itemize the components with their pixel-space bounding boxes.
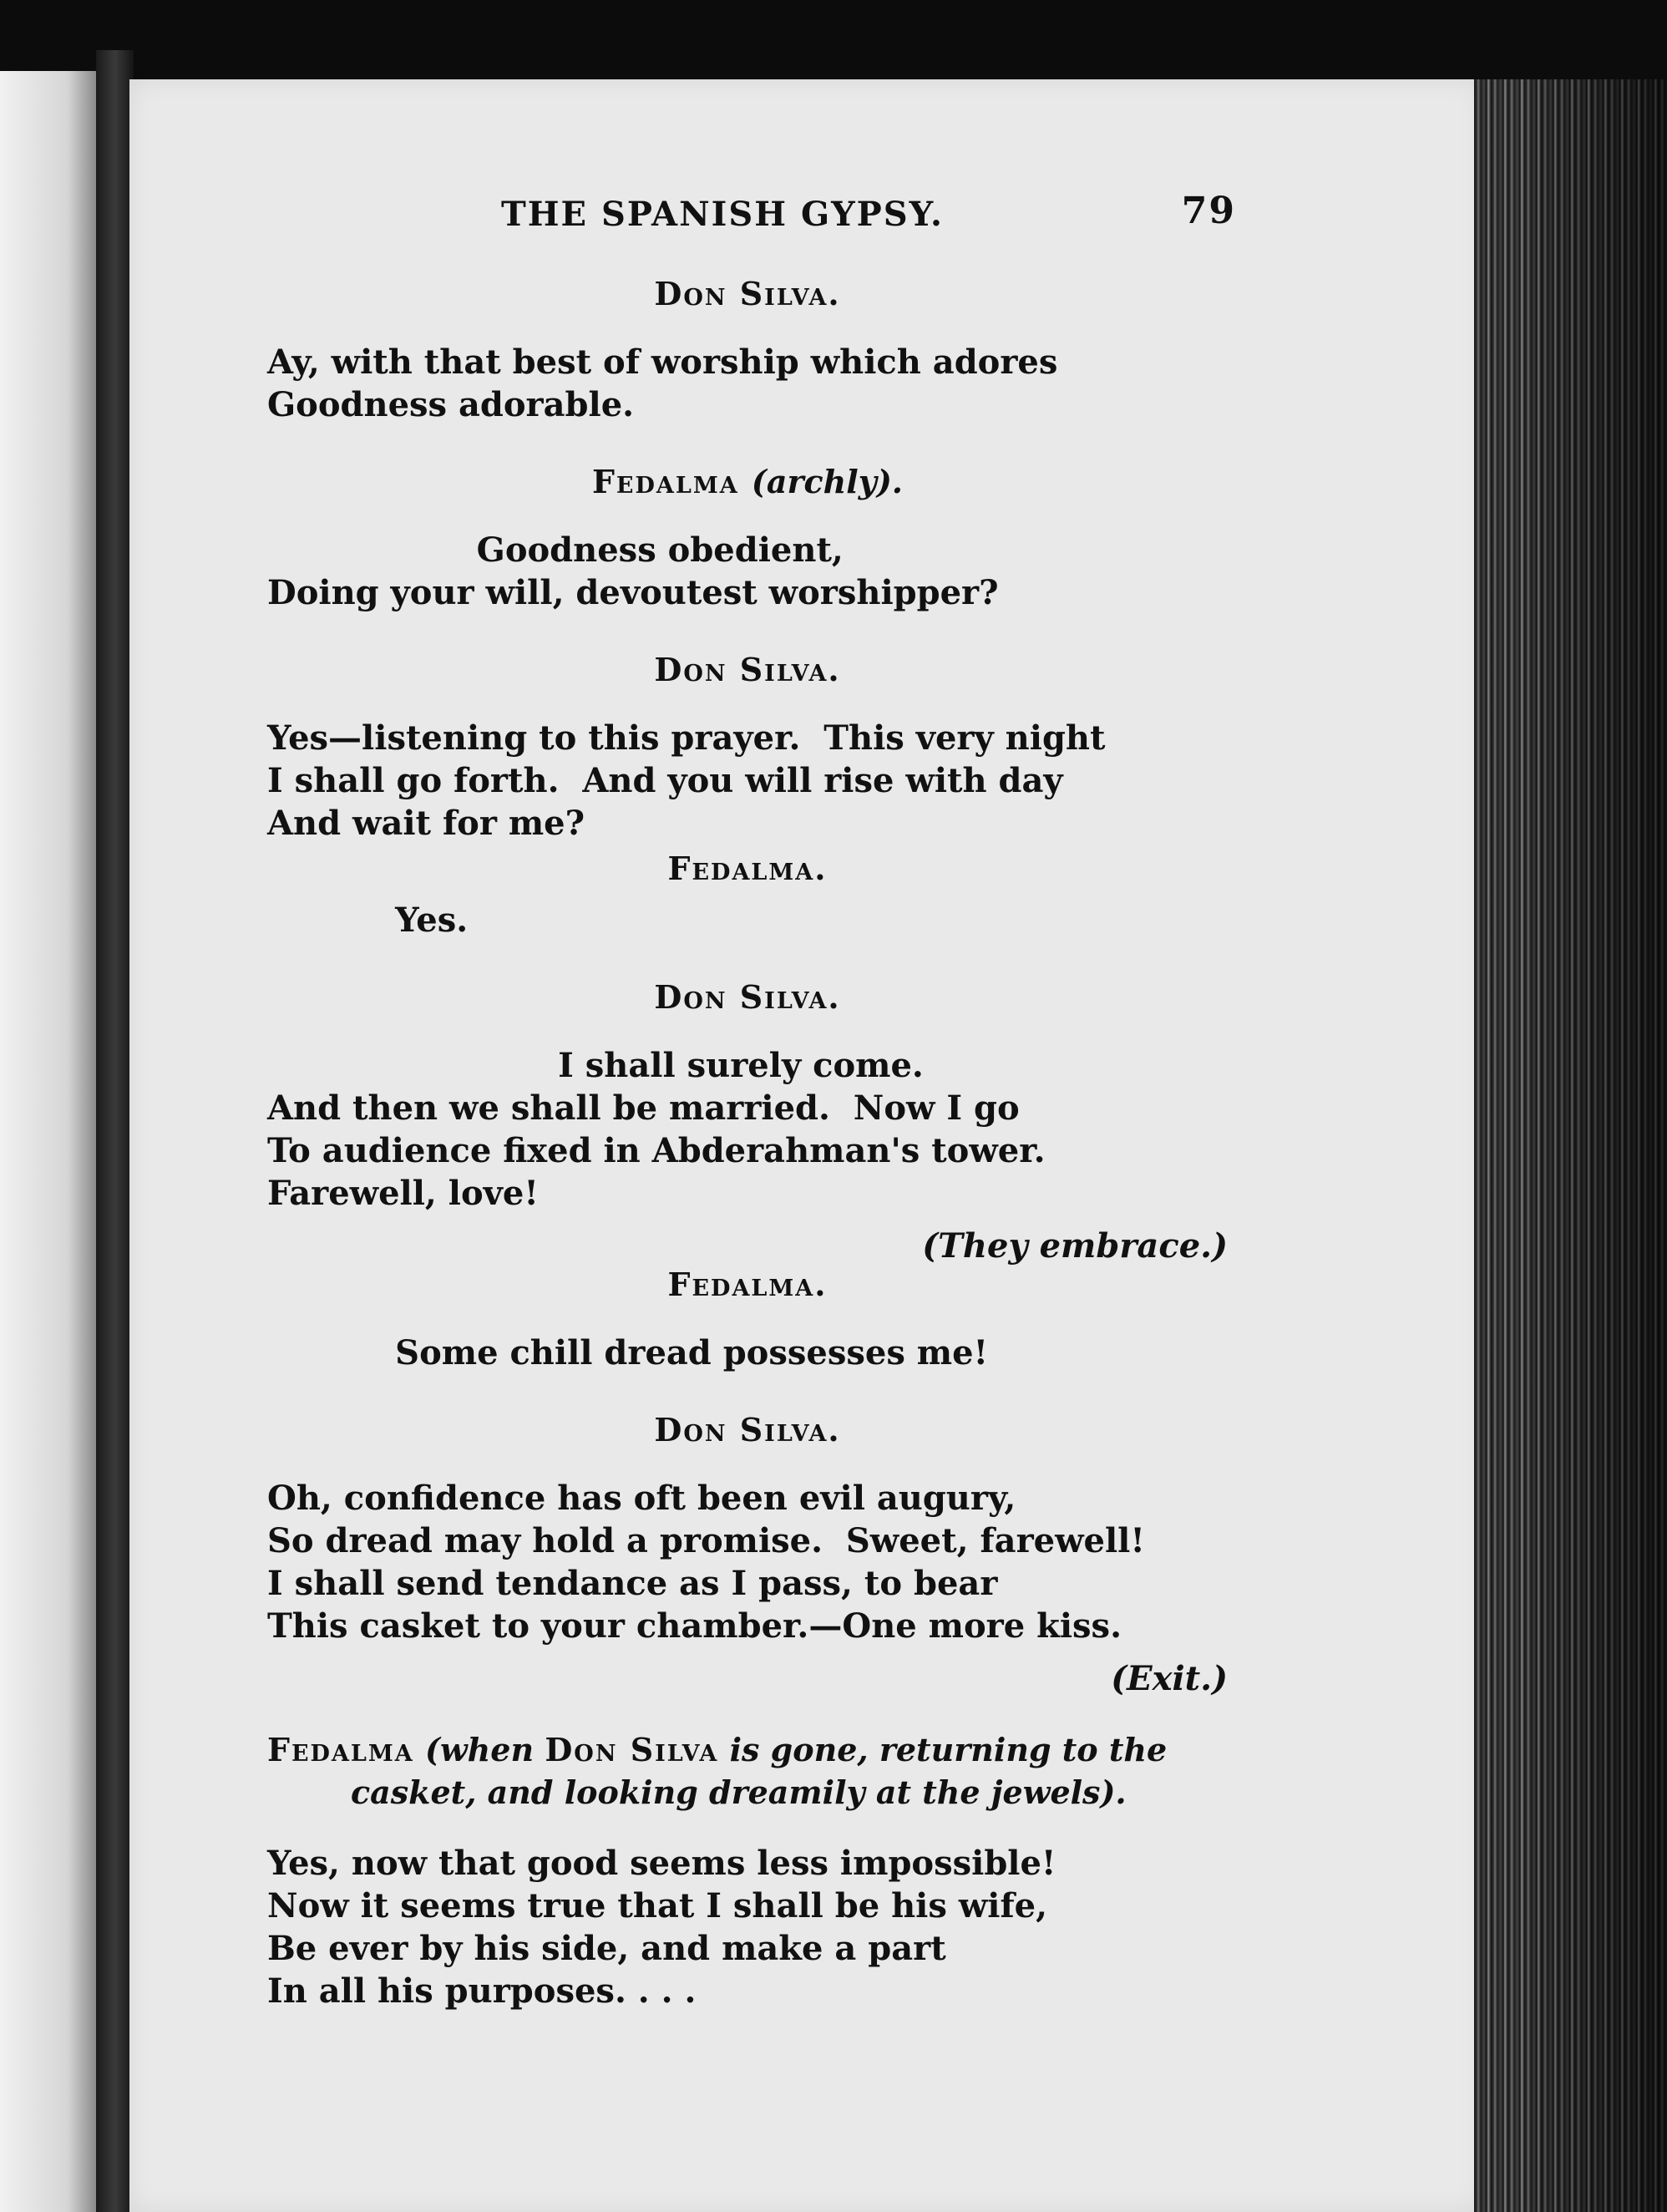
verse-line: And wait for me? <box>267 804 585 843</box>
speech-block <box>267 651 1228 845</box>
speech-block <box>267 275 1228 426</box>
book-gutter <box>96 50 134 2212</box>
stage-direction-inline: (archly). <box>751 463 904 500</box>
verse-line: And then we shall be married. Now I go <box>267 1088 1020 1128</box>
page-number: 79 <box>1181 190 1236 232</box>
speaker-heading: Don Silva. <box>654 978 841 1016</box>
speaker-heading: Don Silva. <box>654 1411 841 1448</box>
direction-text: is gone, returning to the casket, and looking dreamily at the jewels). <box>351 1731 1168 1811</box>
speaker-heading: Fedalma. <box>667 1266 828 1303</box>
stage-direction: (Exit.) <box>1111 1659 1228 1698</box>
verse-line: Some chill dread possesses me! <box>267 1333 989 1372</box>
speaker-heading: Don Silva. <box>654 651 841 688</box>
verse-line: Yes—listening to this prayer. This very night <box>267 718 1106 758</box>
verse-line: I shall go forth. And you will rise with day <box>267 761 1063 800</box>
verse-line: Be ever by his side, and make a part <box>267 1929 946 1968</box>
verse-line: So dread may hold a promise. Sweet, farewell! <box>267 1521 1145 1560</box>
speech-block <box>267 978 1228 1266</box>
speech-block <box>267 463 1228 614</box>
page-text <box>267 188 1236 2012</box>
speaker-heading: Fedalma. <box>667 850 828 887</box>
verse-line: Yes. <box>267 901 469 940</box>
verse-line: Oh, confidence has oft been evil augury, <box>267 1479 1016 1518</box>
speaker-heading: Don Silva. <box>654 275 841 312</box>
speaker-name: Fedalma <box>267 1731 414 1768</box>
verse-line: This casket to your chamber.—One more kiss. <box>267 1606 1122 1646</box>
stage-direction: (They embrace.) <box>922 1226 1228 1266</box>
verse-line: Goodness adorable. <box>267 385 635 424</box>
character-name: Don Silva <box>545 1731 719 1768</box>
verse-line: I shall send tendance as I pass, to bear <box>267 1564 998 1603</box>
verse-line: In all his purposes. . . . <box>267 1971 697 2011</box>
verse-line: Doing your will, devoutest worshipper? <box>267 573 999 612</box>
running-header <box>267 188 1236 238</box>
verse-line: Farewell, love! <box>267 1174 539 1213</box>
speech-block <box>267 850 1228 941</box>
speech-block <box>267 1411 1228 1698</box>
verse-line: Ay, with that best of worship which adores <box>267 342 1058 382</box>
running-title: THE SPANISH GYPSY. <box>501 195 944 234</box>
verse-line: Now it seems true that I shall be his wife, <box>267 1886 1048 1925</box>
speech-block <box>267 1266 1228 1374</box>
verse-line: I shall surely come. <box>267 1046 924 1085</box>
speech-block <box>267 1728 1228 2012</box>
page-stack-shadow <box>1528 79 1667 2212</box>
verse-line: To audience fixed in Abderahman's tower. <box>267 1131 1046 1170</box>
narrative-direction <box>267 1728 1228 1814</box>
speaker-name: Fedalma <box>591 463 739 500</box>
direction-text: (when <box>424 1731 545 1768</box>
verse-line: Yes, now that good seems less impossible! <box>267 1844 1056 1883</box>
facing-page-edge <box>0 71 96 2212</box>
speaker-heading <box>267 463 1228 500</box>
verse-line: Goodness obedient, <box>267 530 844 570</box>
